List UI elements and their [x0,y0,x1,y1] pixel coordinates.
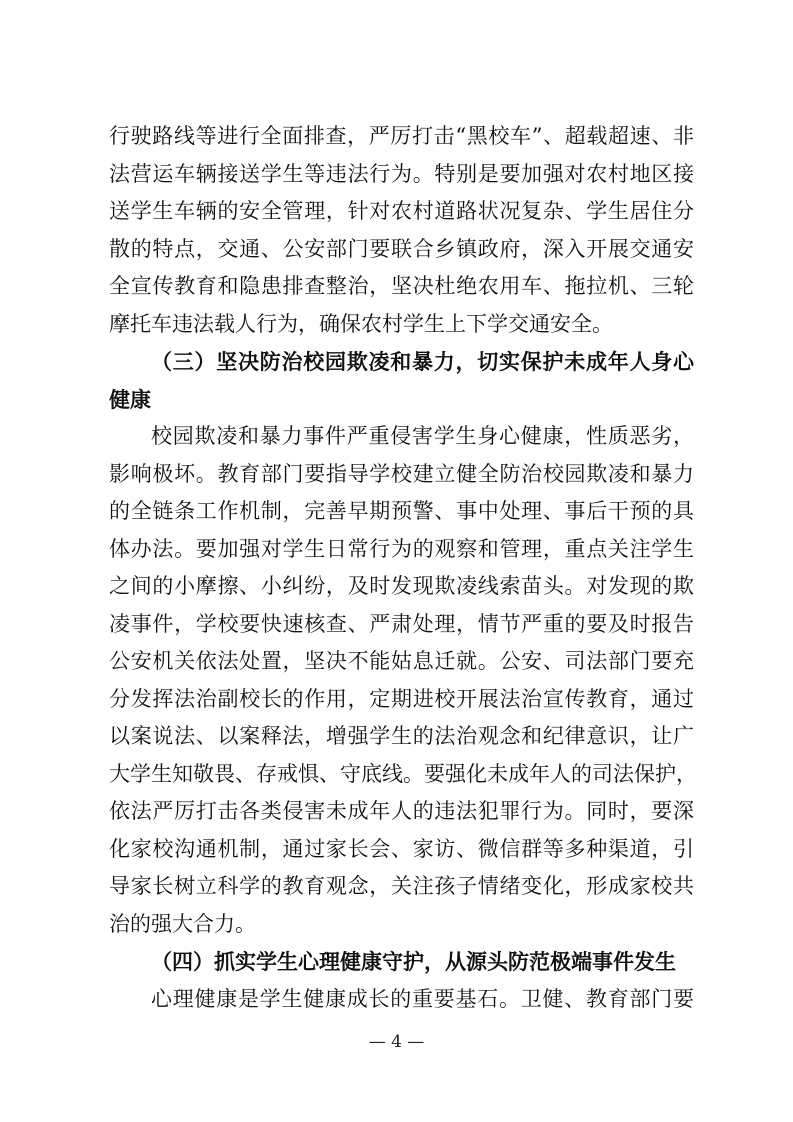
document-body [109,118,697,1018]
text-line: 体办法。要加强对学生日常行为的观察和管理，重点关注学生 [109,536,694,561]
page-number: — 4 — [368,1032,425,1052]
text-line: 摩托车违法载人行为，确保农村学生上下学交通安全。 [109,311,613,336]
text-line: 全宣传教育和隐患排查整治，坚决杜绝农用车、拖拉机、三轮 [109,274,694,298]
text-line: 散的特点，交通、公安部门要联合乡镇政府，深入开展交通安 [109,236,694,261]
text-line: 送学生车辆的安全管理，针对农村道路状况复杂、学生居住分 [109,199,694,223]
text-line: 以案说法、以案释法，增强学生的法治观念和纪律意识，让广 [109,724,694,748]
heading-line: （三）坚决防治校园欺凌和暴力，切实保护未成年人身心 [151,349,694,374]
text-line: 治的强大合力。 [109,911,256,936]
text-line: 化家校沟通机制，通过家长会、家访、微信群等多种渠道，引 [109,836,694,861]
text-line: 心理健康是学生健康成长的重要基石。卫健、教育部门要 [151,986,694,1011]
text-line: 凌事件，学校要快速核查、严肃处理，情节严重的要及时报告 [109,611,694,636]
section-heading-3 [109,343,694,418]
paragraph-mental-health [109,981,694,1019]
heading-line: 健康 [109,386,151,412]
text-line: 分发挥法治副校长的作用，定期进校开展法治宣传教育，通过 [109,686,694,711]
text-line: 之间的小摩擦、小纠纷，及时发现欺凌线索苗头。对发现的欺 [109,574,694,598]
paragraph-continuation [109,118,694,343]
text-line: 大学生知敬畏、存戒惧、守底线。要强化未成年人的司法保护， [109,761,697,786]
text-line: 校园欺凌和暴力事件严重侵害学生身心健康，性质恶劣， [151,424,694,448]
section-heading-4 [109,943,694,981]
text-line: 导家长树立科学的教育观念，关注孩子情绪变化，形成家校共 [109,874,694,898]
paragraph-bullying [109,418,697,943]
text-line: 行驶路线等进行全面排查，严厉打击“黑校车”、超载超速、非 [109,124,694,148]
text-line: 法营运车辆接送学生等违法行为。特别是要加强对农村地区接 [109,161,694,186]
text-line: 影响极坏。教育部门要指导学校建立健全防治校园欺凌和暴力 [109,461,694,486]
heading-line: （四）抓实学生心理健康守护，从源头防范极端事件发生 [151,949,676,974]
text-line: 的全链条工作机制，完善早期预警、事中处理、事后干预的具 [109,499,694,523]
text-line: 公安机关依法处置，坚决不能姑息迁就。公安、司法部门要充 [109,649,694,673]
text-line: 依法严厉打击各类侵害未成年人的违法犯罪行为。同时，要深 [109,799,694,823]
